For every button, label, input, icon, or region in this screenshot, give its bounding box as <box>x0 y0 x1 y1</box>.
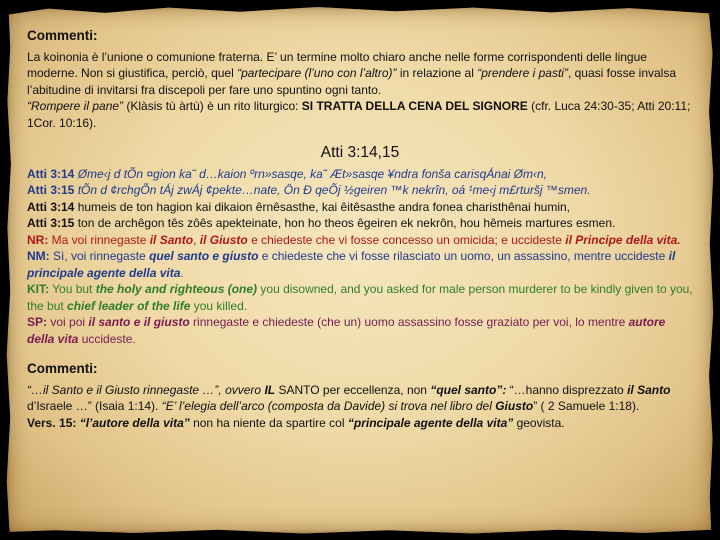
greek-text: Øme‹j d tÕn ¤gion ka˜ d…kaion ºrn»sasqe, ka˜ Æt»sasqe ¥ndra fonša carisqÁnai Øm‹n, <box>77 166 547 181</box>
commenti-paragraph-vers15 <box>27 415 693 432</box>
greek-verse-15 <box>27 182 693 199</box>
translit-text: ton de archêgon tês zôês apekteinate, hon ho theos êgeiren ek nekrôn, hou hêmeis martures esmen. <box>77 216 616 230</box>
emphasis: the holy and righteous (one) <box>95 282 258 296</box>
quote-elegia: “E’ l’elegia dell’arco (composta da Davide) si trova nel libro del <box>161 399 496 413</box>
translation-sp <box>27 314 693 347</box>
quote-quel-santo: “quel santo”: <box>430 382 507 397</box>
text-run: e chiedeste che vi fosse concesso un omicida; e uccideste <box>247 232 566 247</box>
translation-kit <box>27 281 693 314</box>
emphasis-il: IL <box>264 382 276 397</box>
text-run: ” ( 2 Samuele 1:18). <box>533 399 640 413</box>
emphasis: il santo e il giusto <box>88 315 190 329</box>
text-run: geovista. <box>513 415 565 430</box>
text-run: you killed. <box>190 298 248 313</box>
text-run: voi poi <box>47 315 89 329</box>
text-run: . <box>180 265 184 280</box>
verse-ref: Atti 3:15 <box>27 216 75 230</box>
verse-ref: Atti 3:15 <box>27 183 75 197</box>
text-run: in relazione al <box>396 66 478 80</box>
greek-text: tÕn d ¢rchgÕn tÁj zwÁj ¢pekte…nate, Ön Ð qeÕj ½geiren ™k nekrîn, oá ¹me‹j m£rturšj ™smen. <box>77 183 591 197</box>
text-run: (cfr. Luca 24:30-35; Atti 20:11; 1Cor. 10:16). <box>27 99 691 130</box>
text-run: Sì, voi rinnegaste <box>49 249 150 263</box>
version-label: KIT: <box>27 282 49 296</box>
commenti-heading-2: Commenti: <box>27 361 98 376</box>
text-run: “…il Santo e il Giusto rinnegaste …”, ovvero <box>27 382 265 397</box>
text-run: uccideste. <box>78 331 136 346</box>
greek-verse-14 <box>27 166 693 183</box>
text-run: “…hanno disprezzato <box>506 382 628 397</box>
emphasis-santo: il Santo <box>627 382 671 397</box>
text-run: , <box>193 232 200 247</box>
quote-rompere-pane: “Rompere il pane” <box>27 99 124 113</box>
text-run: d’Israele …” (Isaia 1:14). <box>27 399 162 413</box>
emphasis-giusto: Giusto <box>495 399 534 413</box>
text-run: La koinonia è l’unione o comunione fraterna. E’ un termine molto chiaro anche nelle forme corrispondenti delle lingue moderne. Non si giustifica, perciò, quel <box>27 49 647 80</box>
passage-title: Atti 3:14,15 <box>320 144 400 161</box>
commenti-paragraph-santo <box>27 382 693 415</box>
emphasis: il Principe della vita. <box>565 232 681 247</box>
emphasis: chief leader of the life <box>67 298 191 313</box>
emphasis: quel santo e giusto <box>149 249 259 263</box>
commenti-heading-1: Commenti: <box>27 28 98 43</box>
emphasis: il Santo <box>149 232 194 247</box>
translit-verse-15 <box>27 215 693 232</box>
text-run: you disowned, and you asked for male person murderer to be kindly given to you, the but <box>27 282 693 313</box>
text-run: Ma voi rinnegaste <box>48 232 150 247</box>
text-run: e chiedeste che vi fosse rilasciato un uomo, un assassino, mentre uccideste <box>258 249 669 263</box>
emphasis: autore della vita <box>27 315 666 346</box>
translit-verse-14 <box>27 199 693 216</box>
version-label: NR: <box>27 232 49 247</box>
translation-nm <box>27 248 693 281</box>
text-run: , quasi fosse invalsa l’abitudine di invitarsi fra discepoli per fare uno spuntino ogni tanto. <box>27 66 677 97</box>
quote-prendere-pasti: “prendere i pasti” <box>477 66 568 80</box>
translation-nr <box>27 232 693 249</box>
commenti-paragraph-koinonia <box>27 49 693 99</box>
verse-label: Vers. 15: <box>27 415 77 430</box>
version-label: NM: <box>27 249 50 263</box>
version-label: SP: <box>27 315 48 329</box>
quote-autore: “l’autore della vita” <box>76 415 190 430</box>
emphasis: il principale agente della vita <box>27 249 676 280</box>
emphasis: il Giusto <box>199 232 248 247</box>
text-run: SANTO per eccellenza, non <box>275 382 431 397</box>
quote-principale-agente: “principale agente della vita” <box>347 415 514 430</box>
text-run: You but <box>49 282 96 296</box>
text-run: (Klàsis tù àrtù) è un rito liturgico: <box>123 99 302 113</box>
verse-ref: Atti 3:14 <box>27 199 75 214</box>
emphasis-cena-signore: SI TRATTA DELLA CENA DEL SIGNORE <box>301 99 528 113</box>
text-run: rinnegaste e chiedeste (che un) uomo assassino fosse graziato per voi, lo mentre <box>189 315 629 329</box>
text-run: non ha niente da spartire col <box>189 415 348 430</box>
slide-content <box>27 28 693 431</box>
translit-text: humeis de ton hagion kai dikaion êrnêsasthe, kai êitêsasthe andra fonea charisthênai humin, <box>77 199 571 214</box>
commenti-paragraph-pane <box>27 98 693 131</box>
verse-ref: Atti 3:14 <box>27 166 75 181</box>
quote-partecipare: “partecipare (l’uno con l’altro)” <box>237 66 397 80</box>
